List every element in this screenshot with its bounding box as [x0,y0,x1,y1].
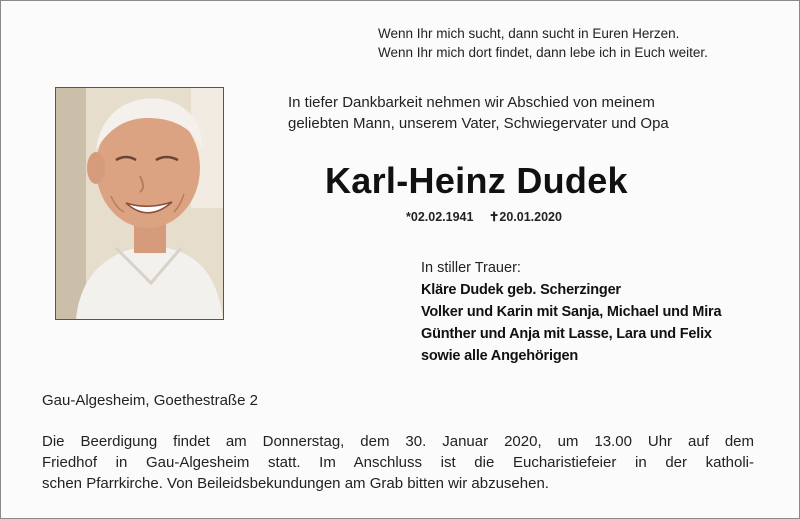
mourner-line: sowie alle Angehörigen [421,348,579,364]
mourner-line: Volker und Karin mit Sanja, Michael und Mira [421,304,722,320]
quote-line: Wenn Ihr mich sucht, dann sucht in Euren Herzen. [378,26,680,41]
mourner-line: Kläre Dudek geb. Scherzinger [421,282,621,298]
intro-line: In tiefer Dankbarkeit nehmen wir Abschied von meinem [288,94,655,111]
intro-text [288,92,669,134]
life-dates [406,209,574,224]
portrait-photo [55,87,224,320]
mourners-block [421,257,721,367]
family-address: Gau-Algesheim, Goethestraße 2 [42,392,258,409]
mourners-heading: In stiller Trauer: [421,260,521,276]
funeral-details [42,431,754,494]
funeral-line: Friedhof in Gau-Algesheim statt. Im Anschluss ist die Eucharistiefeier in der katholi- [42,454,754,471]
intro-line: geliebten Mann, unserem Vater, Schwiegervater und Opa [288,115,669,132]
funeral-line: schen Pfarrkirche. Von Beileidsbekundungen am Grab bitten wir abzusehen. [42,475,549,492]
deceased-name: Karl-Heinz Dudek [325,160,628,201]
portrait-illustration [56,88,223,319]
death-date: ✝20.01.2020 [488,210,562,224]
mourner-line: Günther und Anja mit Lasse, Lara und Felix [421,326,712,342]
quote-line: Wenn Ihr mich dort findet, dann lebe ich in Euch weiter. [378,45,708,60]
birth-date: *02.02.1941 [406,210,474,224]
memorial-quote [378,24,708,62]
funeral-line: Die Beerdigung findet am Donnerstag, dem 30. Januar 2020, um 13.00 Uhr auf dem [42,433,754,450]
